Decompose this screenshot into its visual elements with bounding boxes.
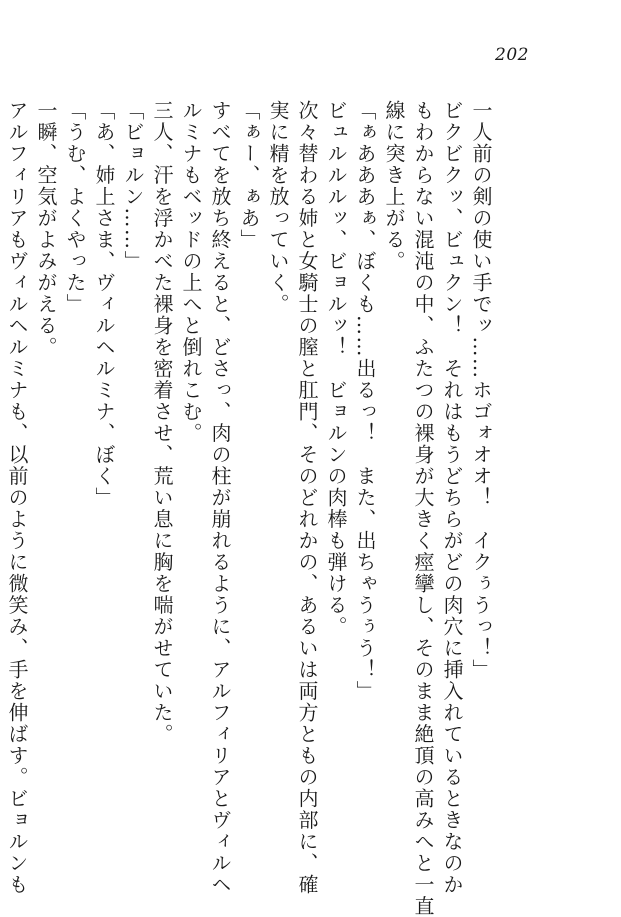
text-line: ビュルルルッ、ビョルッ！ ビョルンの肉棒も弾ける。 <box>324 100 348 638</box>
text-line: 三人、汗を浮かべた裸身を密着させ、荒い息に胸を喘がせていた。 <box>150 100 174 745</box>
page-number: 202 <box>495 45 529 65</box>
text-line: ビクビクッ、ビュクン！ それはもうどちらがどの肉穴に挿入れているときなのか <box>440 100 464 896</box>
text-line: 一人前の剣の使い手でッ……ホゴォオオ！ イクぅうっ！」 <box>469 100 493 681</box>
text-line: 「ぁー、ぁあ」 <box>237 100 261 251</box>
text-line: 線に突き上がる。 <box>382 100 406 272</box>
text-line: アルフィリアもヴィルヘルミナも、以前のように微笑み、手を伸ばす。ビョルンも <box>5 100 29 896</box>
text-line: 「あ、姉上さま、ヴィルヘルミナ、ぼく」 <box>92 100 116 509</box>
text-line: すべてを放ち終えると、どさっ、肉の柱が崩れるように、アルフィリアとヴィルヘ <box>208 100 232 896</box>
body-text <box>2 100 495 917</box>
text-line: 次々替わる姉と女騎士の膣と肛門、そのどれかの、あるいは両方ともの内部に、確 <box>295 100 319 896</box>
text-line: もわからない混沌の中、ふたつの裸身が大きく痙攣し、そのまま絶頂の高みへと一直 <box>411 100 435 917</box>
text-line: 一瞬、空気がよみがえる。 <box>34 100 58 358</box>
text-line: 「ビョルン……」 <box>121 100 145 272</box>
text-line: 「うむ、よくやった」 <box>63 100 87 315</box>
text-line: 実に精を放っていく。 <box>266 100 290 315</box>
text-line: ルミナもベッドの上へと倒れこむ。 <box>179 100 203 444</box>
text-line: 「ぁあああぁ、ぼくも……出るっ！ また、出ちゃうぅう！」 <box>353 100 377 702</box>
